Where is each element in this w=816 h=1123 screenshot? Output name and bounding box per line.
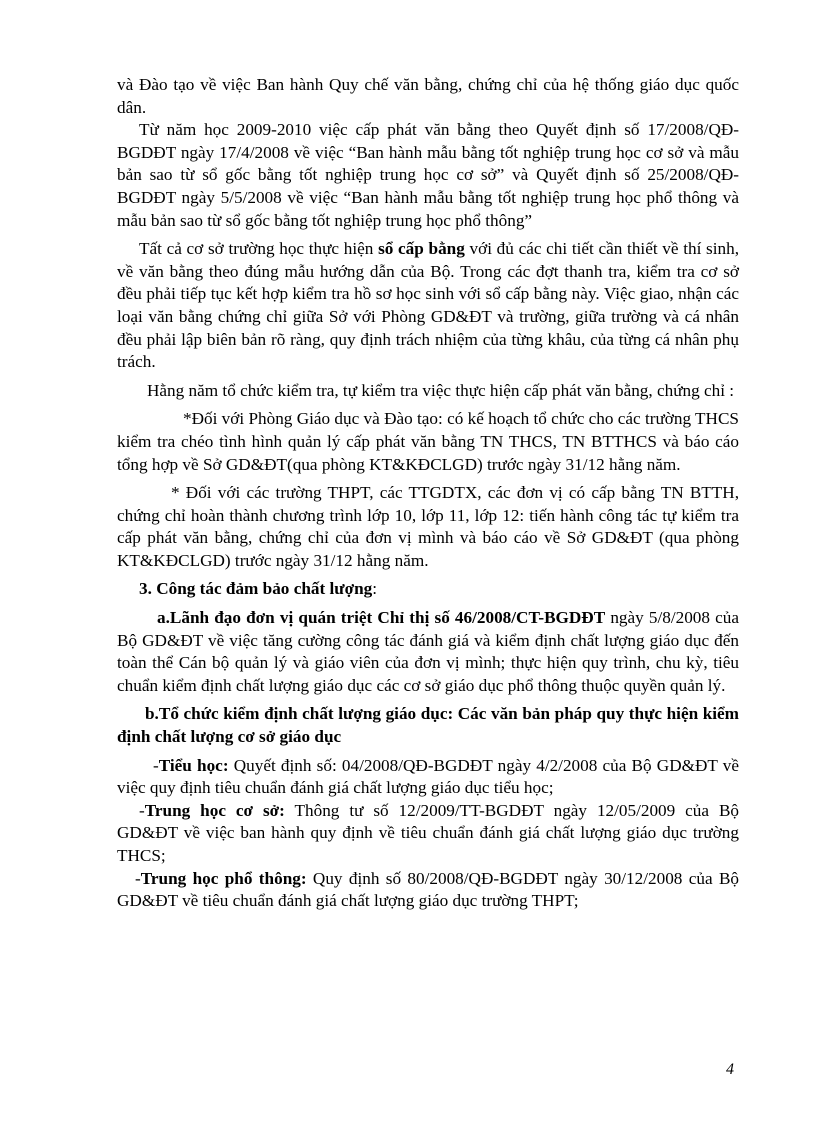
bold-term: Tiểu học: bbox=[158, 755, 229, 775]
paragraph-high-schools: * Đối với các trường THPT, các TTGDTX, các đơn vị có cấp bằng TN BTTH, chứng chỉ hoàn thành chương trình lớp 10, lớp 11, lớp 12: tiến hành công tác tự kiểm tra cấp phát văn bằng, chứng chỉ của đơn vị mình và báo cáo về Sở GD&ĐT (qua phòng KT&KĐCLGD) trước ngày 31/12 hằng năm. bbox=[117, 483, 739, 570]
bold-term: Trung học cơ sở: bbox=[144, 800, 285, 820]
paragraph-section-b bbox=[117, 703, 739, 748]
subheading-a: a.Lãnh đạo đơn vị quán triệt Chỉ thị số 46/2008/CT-BGDĐT bbox=[157, 608, 606, 628]
paragraph-certificate-book bbox=[117, 238, 739, 374]
paragraph-continuation: và Đào tạo về việc Ban hành Quy chế văn bằng, chứng chỉ của hệ thống giáo dục quốc dân. bbox=[117, 75, 739, 117]
text-run: ngày 5/8/2008 của Bộ GD&ĐT về việc tăng cường công tác đánh giá và kiểm định chất lượng giáo dục đến toàn thể Cán bộ quản lý và giáo viên của đơn vị mình; thực hiện quy trình, chu kỳ, tiêu chuẩn kiểm định chất lượng giáo dục các cơ sở giáo dục phổ thông thuộc quyền quản lý. bbox=[117, 608, 739, 695]
subheading-b: b.Tổ chức kiểm định chất lượng giáo dục: Các văn bản pháp quy thực hiện kiểm định chất lượng cơ sở giáo dục bbox=[117, 704, 739, 747]
text-run: Quyết định số: 04/2008/QĐ-BGDĐT ngày 4/2/2008 của Bộ GD&ĐT về việc quy định tiêu chuẩn đánh giá chất lượng giáo dục tiểu học; bbox=[117, 755, 739, 798]
paragraph-lower-secondary bbox=[117, 800, 739, 868]
paragraph-primary bbox=[117, 755, 739, 800]
page-body bbox=[117, 74, 739, 913]
dash: - bbox=[139, 800, 145, 820]
heading-colon: : bbox=[372, 579, 378, 599]
bold-term: sổ cấp bằng bbox=[378, 239, 465, 259]
paragraph-section-a bbox=[117, 607, 739, 697]
text-run: Thông tư số 12/2009/TT-BGDĐT ngày 12/05/2009 của Bộ GD&ĐT về việc ban hành quy định về tiêu chuẩn đánh giá chất lượng giáo dục trường THCS; bbox=[117, 800, 740, 865]
text-run: Tất cả cơ sở trường học thực hiện bbox=[139, 239, 379, 259]
dash: - bbox=[153, 755, 159, 775]
paragraph-education-office: *Đối với Phòng Giáo dục và Đào tạo: có kế hoạch tổ chức cho các trường THCS kiểm tra chéo tình hình quản lý cấp phát văn bằng TN THCS, TN BTTHCS và báo cáo tổng hợp về Sở GD&ĐT(qua phòng KT&KĐCLGD) trước ngày 31/12 hằng năm. bbox=[117, 409, 739, 474]
heading-text: 3. Công tác đảm bảo chất lượng bbox=[139, 579, 373, 599]
paragraph-upper-secondary bbox=[117, 868, 739, 913]
page-number: 4 bbox=[726, 1061, 734, 1078]
paragraph-decision: Từ năm học 2009-2010 việc cấp phát văn bằng theo Quyết định số 17/2008/QĐ-BGDĐT ngày 17/4/2008 về việc “Ban hành mẫu bằng tốt nghiệp trung học cơ sở và mẫu bản sao từ sổ gốc bằng tốt nghiệp trung học cơ sở” và Quyết định số 25/2008/QĐ-BGDĐT ngày 5/5/2008 về việc “Ban hành mẫu bằng tốt nghiệp trung học phổ thông và mẫu bản sao từ sổ gốc bằng tốt nghiệp trung học phổ thông” bbox=[117, 120, 739, 230]
bold-term: Trung học phổ thông: bbox=[140, 868, 307, 888]
section-heading-3 bbox=[117, 578, 739, 601]
paragraph-annual-inspection: Hằng năm tổ chức kiểm tra, tự kiểm tra việc thực hiện cấp phát văn bằng, chứng chỉ : bbox=[147, 380, 735, 400]
text-run: Quy định số 80/2008/QĐ-BGDĐT ngày 30/12/2008 của Bộ GD&ĐT về tiêu chuẩn đánh giá chất lượng giáo dục trường THPT; bbox=[117, 868, 740, 911]
dash: - bbox=[135, 868, 141, 888]
text-run: với đủ các chi tiết cần thiết về thí sinh, về văn bằng theo đúng mẫu hướng dẫn của Bộ. Trong các đợt thanh tra, kiểm tra cơ sở đều phải tiếp tục kết hợp kiểm tra hồ sơ học sinh với sổ cấp bằng này. Việc giao, nhận các loại văn bằng chứng chỉ giữa Sở với Phòng GD&ĐT và trường, giữa trường và cá nhân đều phải lập biên bản rõ ràng, quy định trách nhiệm của từng khâu, của từng cá nhân phụ trách. bbox=[117, 239, 740, 372]
